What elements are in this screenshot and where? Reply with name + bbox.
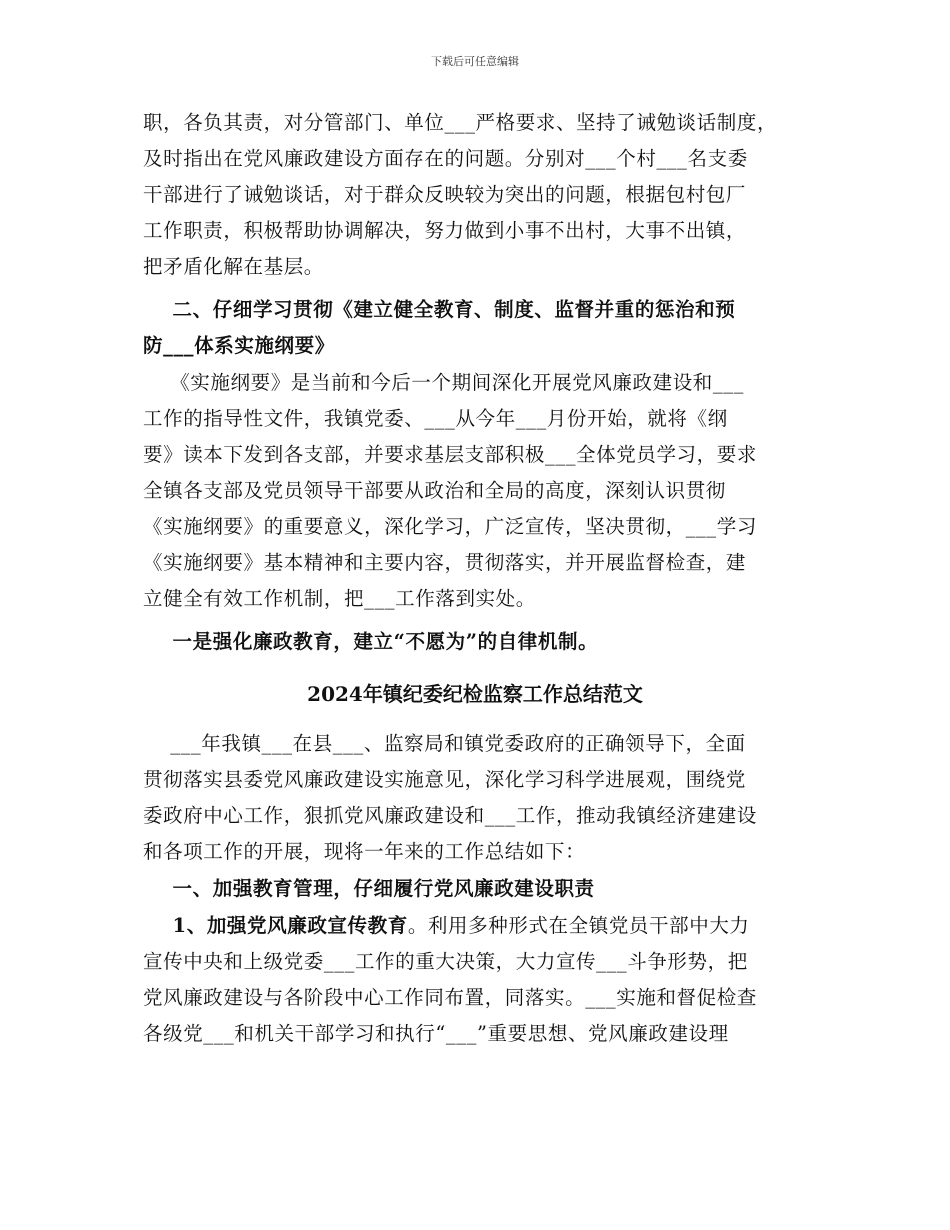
body-line: 各级党___和机关干部学习和执行“___”重要思想、党风廉政建设理 bbox=[143, 1022, 729, 1045]
body-line: 党风廉政建设与各阶段中心工作同布置，同落实。___实施和督促检查 bbox=[143, 986, 757, 1009]
body-line: 工作的指导性文件，我镇党委、___从今年___月份开始，就将《纲 bbox=[143, 407, 728, 430]
header-note: 下载后可任意编辑 bbox=[431, 55, 519, 68]
item-text: 。利用多种形式在全镇党员干部中大力 bbox=[407, 914, 750, 937]
body-line: 及时指出在党风廉政建设方面存在的问题。分别对___个村___名支委 bbox=[143, 147, 748, 170]
body-line: 《实施纲要》基本精神和主要内容，贯彻落实，并开展监督检查，建 bbox=[143, 551, 747, 574]
body-line: 工作职责，积极帮助协调解决，努力做到小事不出村，大事不出镇， bbox=[143, 219, 747, 242]
body-line: 宣传中央和上级党委___工作的重大决策，大力宣传___斗争形势，把 bbox=[143, 950, 748, 973]
body-line: 全镇各支部及党员领导干部要从政治和全局的高度，深刻认识贯彻 bbox=[143, 479, 726, 502]
body-line: 和各项工作的开展，现将一年来的工作总结如下： bbox=[143, 840, 586, 863]
section-heading: 防___体系实施纲要》 bbox=[143, 334, 335, 357]
item-line bbox=[143, 913, 750, 939]
subsection-heading: 一是强化廉政教育，建立“不愿为”的自律机制。 bbox=[143, 630, 599, 653]
section-heading: 一、加强教育管理，仔细履行党风廉政建设职责 bbox=[143, 877, 595, 900]
body-line: 干部进行了诫勉谈话，对于群众反映较为突出的问题，根据包村包厂 bbox=[143, 183, 747, 206]
body-line: ___年我镇___在县___、监察局和镇党委政府的正确领导下，全面 bbox=[143, 732, 746, 755]
body-line: 职，各负其责，对分管部门、单位___严格要求、坚持了诫勉谈话制度， bbox=[143, 111, 778, 134]
body-line: 《实施纲要》的重要意义，深化学习，广泛宣传，坚决贯彻，___学习 bbox=[143, 515, 757, 538]
body-line: 要》读本下发到各支部，并要求基层支部积极___全体党员学习，要求 bbox=[143, 443, 757, 466]
body-line: 立健全有效工作机制，把___工作落到实处。 bbox=[143, 587, 536, 610]
body-line: 《实施纲要》是当前和今后一个期间深化开展党风廉政建设和___ bbox=[143, 371, 744, 394]
item-heading: 1、加强党风廉政宣传教育 bbox=[143, 914, 408, 937]
document-title: 2024年镇纪委纪检监察工作总结范文 bbox=[307, 682, 643, 706]
section-heading: 二、仔细学习贯彻《建立健全教育、制度、监督并重的惩治和预 bbox=[143, 298, 736, 321]
body-line: 把矛盾化解在基层。 bbox=[143, 255, 324, 278]
body-line: 贯彻落实县委党风廉政建设实施意见，深化学习科学进展观，围绕党 bbox=[143, 768, 747, 791]
body-line: 委政府中心工作，狠抓党风廉政建设和___工作，推动我镇经济建建设 bbox=[143, 804, 757, 827]
